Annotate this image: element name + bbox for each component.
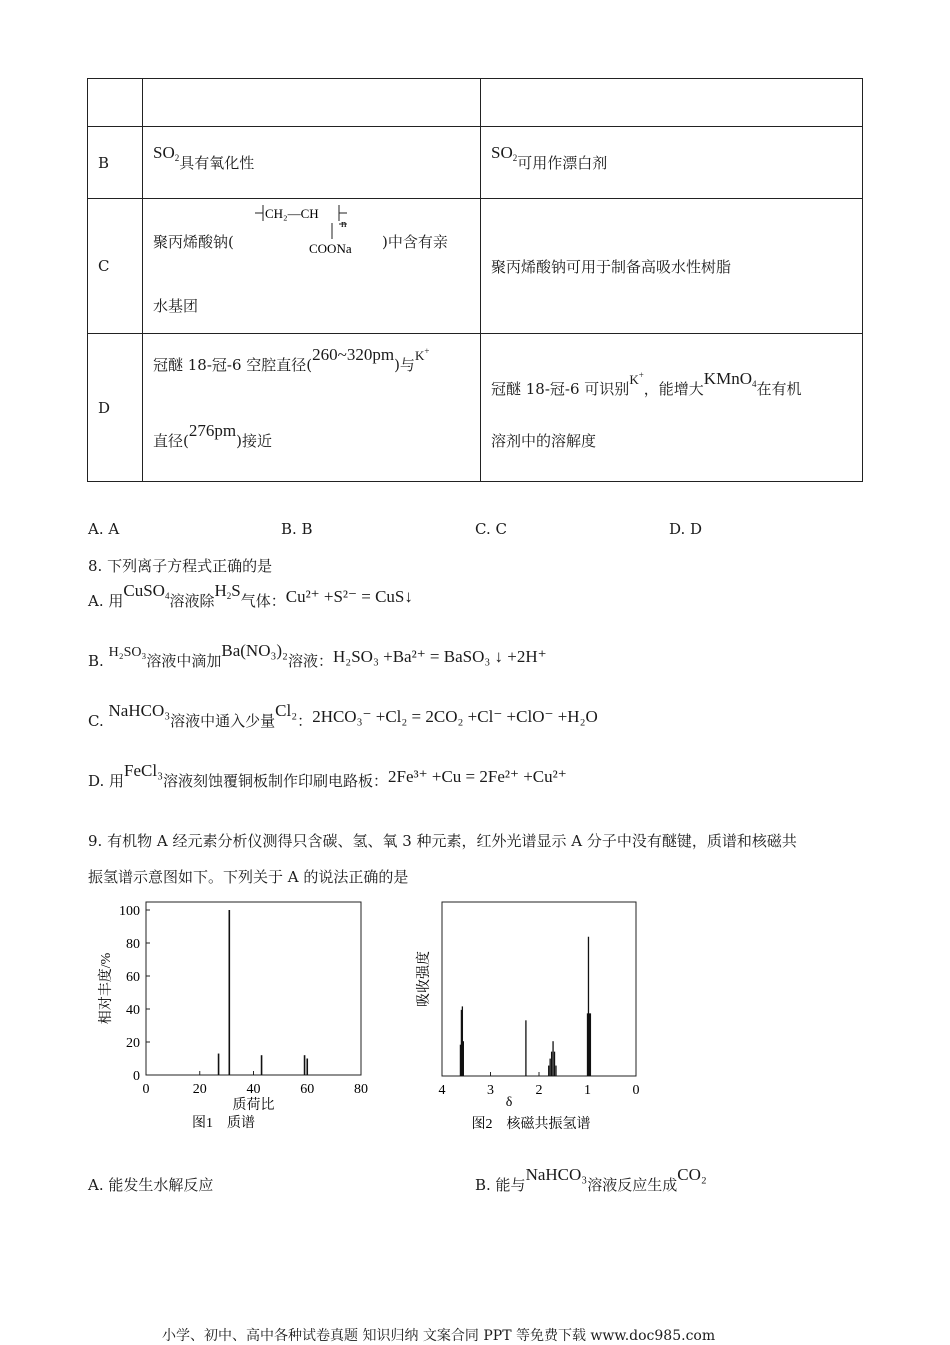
question-9-stem-line1: 9. 有机物 A 经元素分析仪测得只含碳、氢、氧 3 种元素，红外光谱显示 A 分子中没有醚键，质谱和核磁共 xyxy=(88,832,797,850)
cell-text: )中含有亲 xyxy=(382,233,448,251)
q9-option-a[interactable]: A. 能发生水解反应 xyxy=(88,1176,214,1194)
chart2-frame xyxy=(442,902,636,1076)
row-label: D xyxy=(88,334,143,482)
chart1-frame xyxy=(146,902,361,1075)
q8-option-d[interactable]: D. 用FeCl₃溶液刻蚀覆铜板制作印刷电路板：2Fe³⁺ +Cu = 2Fe²⁺ +Cu²⁺ xyxy=(88,761,567,790)
q9-option-b[interactable]: B. 能与NaHCO₃溶液反应生成CO₂ xyxy=(475,1165,707,1194)
table-cell xyxy=(481,79,863,127)
option-b[interactable]: B. B xyxy=(281,520,313,538)
chart1-xtick-label: 40 xyxy=(246,1082,261,1097)
table-cell xyxy=(88,79,143,127)
chart2-xlabel: δ xyxy=(505,1095,513,1110)
chart1-title: 图1 质谱 xyxy=(192,1116,255,1131)
chart1-xtick-label: 20 xyxy=(192,1082,207,1097)
chart1-ytick-label: 40 xyxy=(126,1003,140,1018)
chart2-ylabel: 吸收强度 xyxy=(417,951,432,1007)
q8-option-c[interactable]: C. NaHCO₃溶液中通入少量Cl₂：2HCO₃⁻ +Cl₂ = 2CO₂ +Cl⁻ +ClO⁻ +H₂O xyxy=(88,701,598,730)
chart2-xtick-label: 2 xyxy=(535,1083,543,1098)
mass-spectrum-chart xyxy=(96,896,386,1136)
cell-text: 聚丙烯酸钠( xyxy=(153,233,234,251)
table-row xyxy=(88,334,863,482)
table-cell: 冠醚 18-冠-6 可识别K+，能增大KMnO$_4$在有机 溶剂中的溶解度 xyxy=(481,334,863,482)
struct-top: CH₂—CH xyxy=(265,206,319,221)
question-9-stem-line2: 振氢谱示意图如下。下列关于 A 的说法正确的是 xyxy=(88,868,409,886)
chart1-xlabel: 质荷比 xyxy=(232,1098,275,1113)
table-cell: $SO_2$具有氧化性 xyxy=(143,127,481,199)
table-cell: $SO_2$可用作漂白剂 xyxy=(481,127,863,199)
chart1-xtick-label: 0 xyxy=(142,1082,150,1097)
chart2-title: 图2 核磁共振氢谱 xyxy=(471,1117,591,1132)
struct-bottom: COONa xyxy=(309,241,352,256)
chart1-xtick-label: 80 xyxy=(354,1082,368,1097)
row-label: B xyxy=(88,127,143,199)
page-footer: 小学、初中、高中各种试卷真题 知识归纳 文案合同 PPT 等免费下载 www.doc985.com xyxy=(162,1328,716,1344)
question-8-stem: 8. 下列离子方程式正确的是 xyxy=(88,557,273,575)
polyacrylate-structure xyxy=(253,201,388,267)
nmr-spectrum-chart xyxy=(410,896,680,1136)
table-cell: 聚丙烯酸钠可用于制备高吸水性树脂 xyxy=(481,199,863,334)
cell-text: 水基团 xyxy=(153,297,199,315)
row-label: C xyxy=(88,199,143,334)
options-table xyxy=(87,78,863,482)
chart1-ytick-label: 0 xyxy=(133,1069,140,1084)
table-cell xyxy=(143,79,481,127)
chart1-ytick-label: 80 xyxy=(126,937,140,952)
chart1-ytick-label: 20 xyxy=(126,1036,140,1051)
option-d[interactable]: D. D xyxy=(669,520,703,538)
chart1-ytick-label: 100 xyxy=(119,904,140,919)
chart1-ytick-label: 60 xyxy=(126,970,140,985)
table-cell xyxy=(143,199,481,334)
option-a[interactable]: A. A xyxy=(88,520,120,538)
struct-n: n xyxy=(341,218,347,230)
chart1-ylabel: 相对丰度/% xyxy=(99,952,114,1025)
option-c[interactable]: C. C xyxy=(475,520,507,538)
chart2-xtick-label: 1 xyxy=(584,1083,591,1098)
chart2-xtick-label: 3 xyxy=(487,1083,494,1098)
table-row xyxy=(88,199,863,334)
q8-option-b[interactable]: B. H₂SO₃溶液中滴加Ba(NO₃)₂溶液：H₂SO₃ +Ba²⁺ = BaSO₃ ↓ +2H⁺ xyxy=(88,641,547,670)
table-cell: 冠醚 18-冠-6 空腔直径(260~320pm)与K+ 直径(276pm)接近 xyxy=(143,334,481,482)
q8-option-a[interactable]: A. 用CuSO$_4$溶液除$H_2S$气体：Cu²⁺ +S²⁻ = CuS↓ xyxy=(88,581,413,610)
chart1-xtick-label: 60 xyxy=(300,1082,315,1097)
table-row xyxy=(88,127,863,199)
chart2-xtick-label: 4 xyxy=(438,1083,446,1098)
chart2-xtick-label: 0 xyxy=(632,1083,640,1098)
